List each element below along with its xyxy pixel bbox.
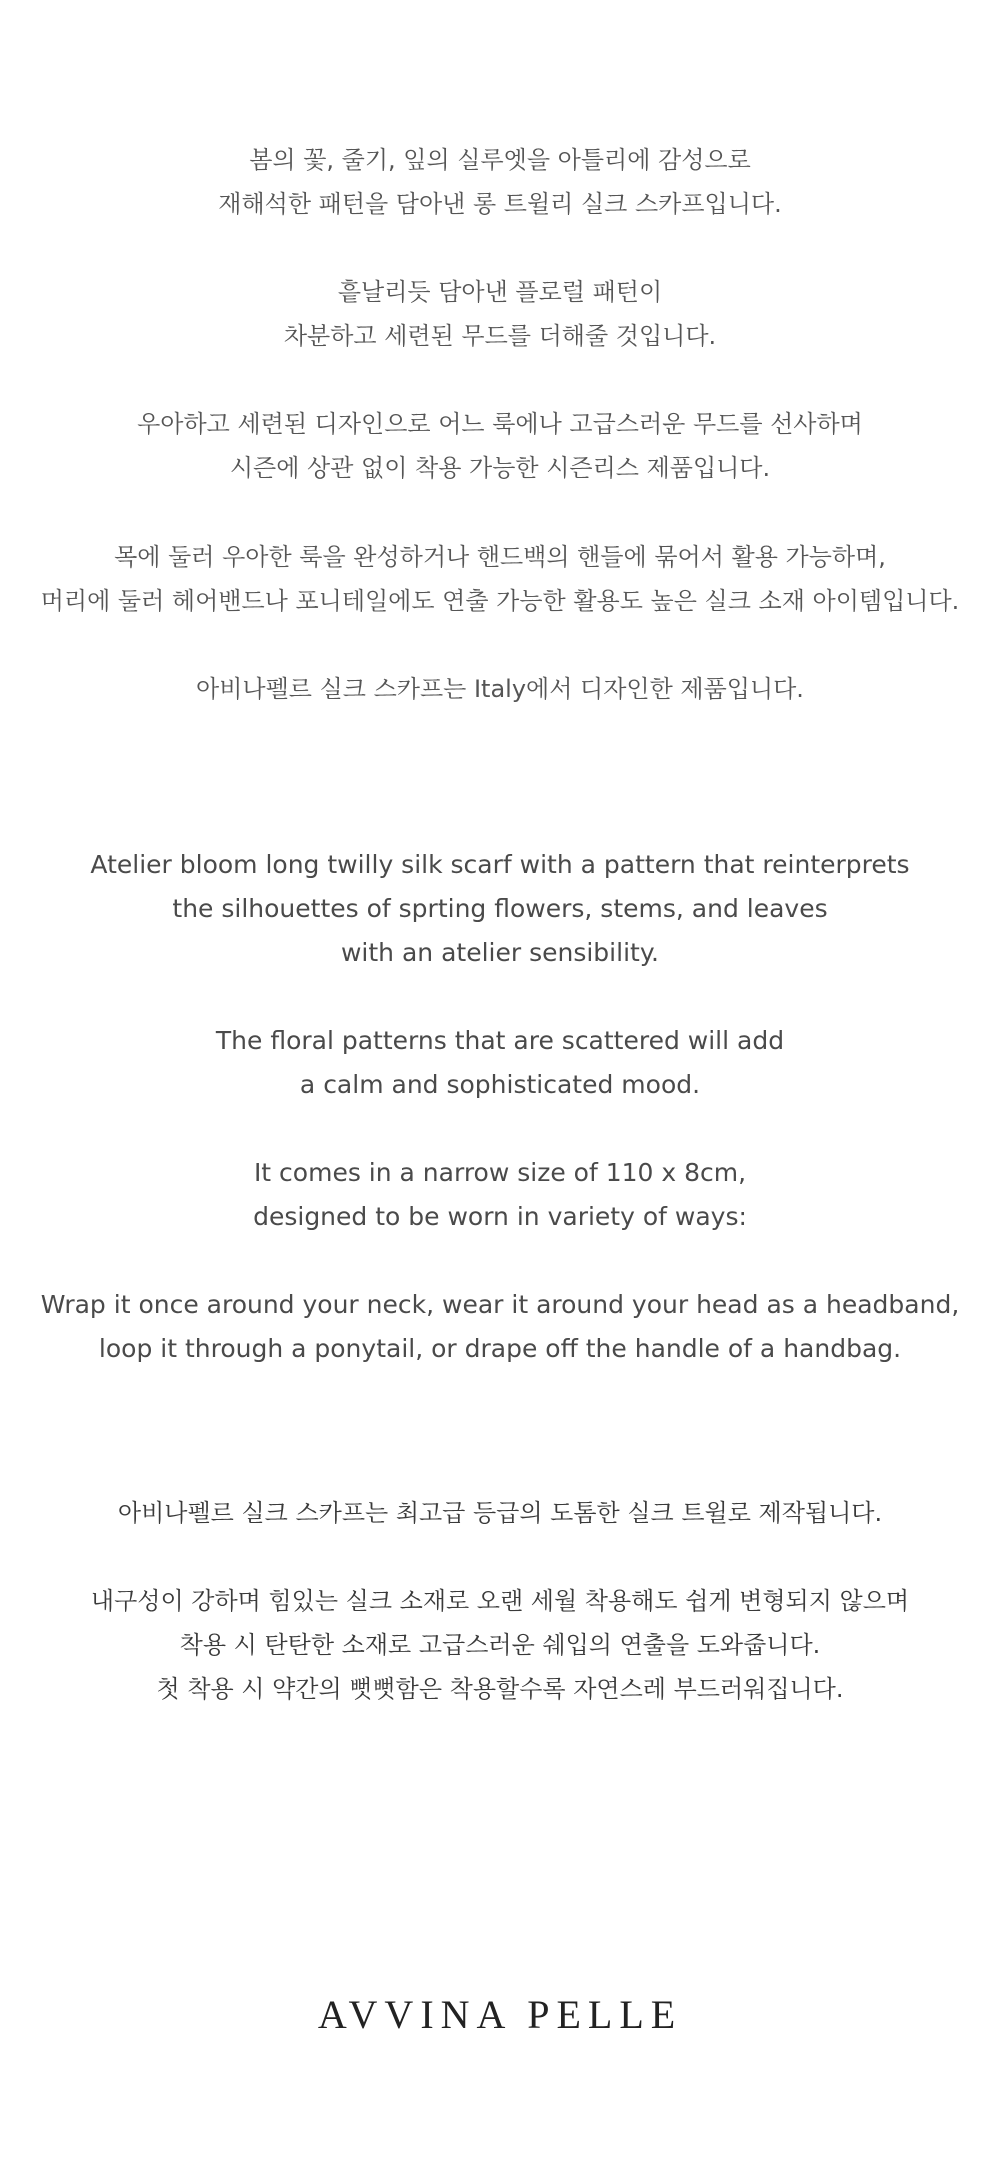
intro-line-2: 재해석한 패턴을 담아낸 롱 트윌리 실크 스카프입니다. <box>218 190 782 218</box>
material-line-3: 착용 시 탄탄한 소재로 고급스러운 쉐입의 연출을 도와줍니다. <box>179 1631 821 1659</box>
material-line-2: 내구성이 강하며 힘있는 실크 소재로 오랜 세월 착용해도 쉽게 변형되지 않으며 <box>90 1587 910 1615</box>
english-line-4: The floral patterns that are scattered will add <box>215 1026 785 1055</box>
english-line-5: a calm and sophisticated mood. <box>299 1070 701 1099</box>
intro-line-5: 우아하고 세련된 디자인으로 어느 룩에나 고급스러운 무드를 선사하며 <box>137 410 863 438</box>
korean-intro-paragraph-2 <box>0 270 1000 358</box>
brand-logo: AVVINA PELLE <box>317 1992 683 2037</box>
intro-line-6: 시즌에 상관 없이 착용 가능한 시즌리스 제품입니다. <box>229 454 771 482</box>
english-line-8: Wrap it once around your neck, wear it around your head as a headband, <box>40 1290 960 1319</box>
korean-intro-paragraph-3 <box>0 402 1000 490</box>
english-line-9: loop it through a ponytail, or drape off the handle of a handbag. <box>98 1334 902 1363</box>
korean-intro-paragraph-4 <box>0 535 1000 623</box>
intro-line-3: 흩날리듯 담아낸 플로럴 패턴이 <box>337 278 663 306</box>
korean-intro-paragraph-5 <box>0 667 1000 711</box>
korean-material-paragraph-1 <box>0 1491 1000 1535</box>
english-line-1: Atelier bloom long twilly silk scarf with a pattern that reinterprets <box>90 850 910 879</box>
intro-line-8: 머리에 둘러 헤어밴드나 포니테일에도 연출 가능한 활용도 높은 실크 소재 아이템입니다. <box>40 587 960 615</box>
korean-intro-section <box>0 138 1000 226</box>
korean-material-paragraph-2 <box>0 1579 1000 1711</box>
english-paragraph-2 <box>0 1019 1000 1107</box>
intro-line-7: 목에 둘러 우아한 룩을 완성하거나 핸드백의 핸들에 묶어서 활용 가능하며, <box>114 543 886 571</box>
intro-line-1: 봄의 꽃, 줄기, 잎의 실루엣을 아틀리에 감성으로 <box>249 146 751 174</box>
intro-line-4: 차분하고 세련된 무드를 더해줄 것입니다. <box>283 322 717 350</box>
english-paragraph-1 <box>0 843 1000 975</box>
material-line-1: 아비나펠르 실크 스카프는 최고급 등급의 도톰한 실크 트윌로 제작됩니다. <box>117 1499 883 1527</box>
english-line-6: It comes in a narrow size of 110 x 8cm, <box>253 1158 747 1187</box>
english-line-3: with an atelier sensibility. <box>340 938 659 967</box>
intro-line-9: 아비나펠르 실크 스카프는 Italy에서 디자인한 제품입니다. <box>196 675 804 703</box>
english-paragraph-4 <box>0 1283 1000 1371</box>
english-paragraph-3 <box>0 1151 1000 1239</box>
material-line-4: 첫 착용 시 약간의 뻣뻣함은 착용할수록 자연스레 부드러워집니다. <box>156 1675 844 1703</box>
english-line-7: designed to be worn in variety of ways: <box>253 1202 747 1231</box>
english-line-2: the silhouettes of sprting flowers, stems, and leaves <box>172 894 828 923</box>
